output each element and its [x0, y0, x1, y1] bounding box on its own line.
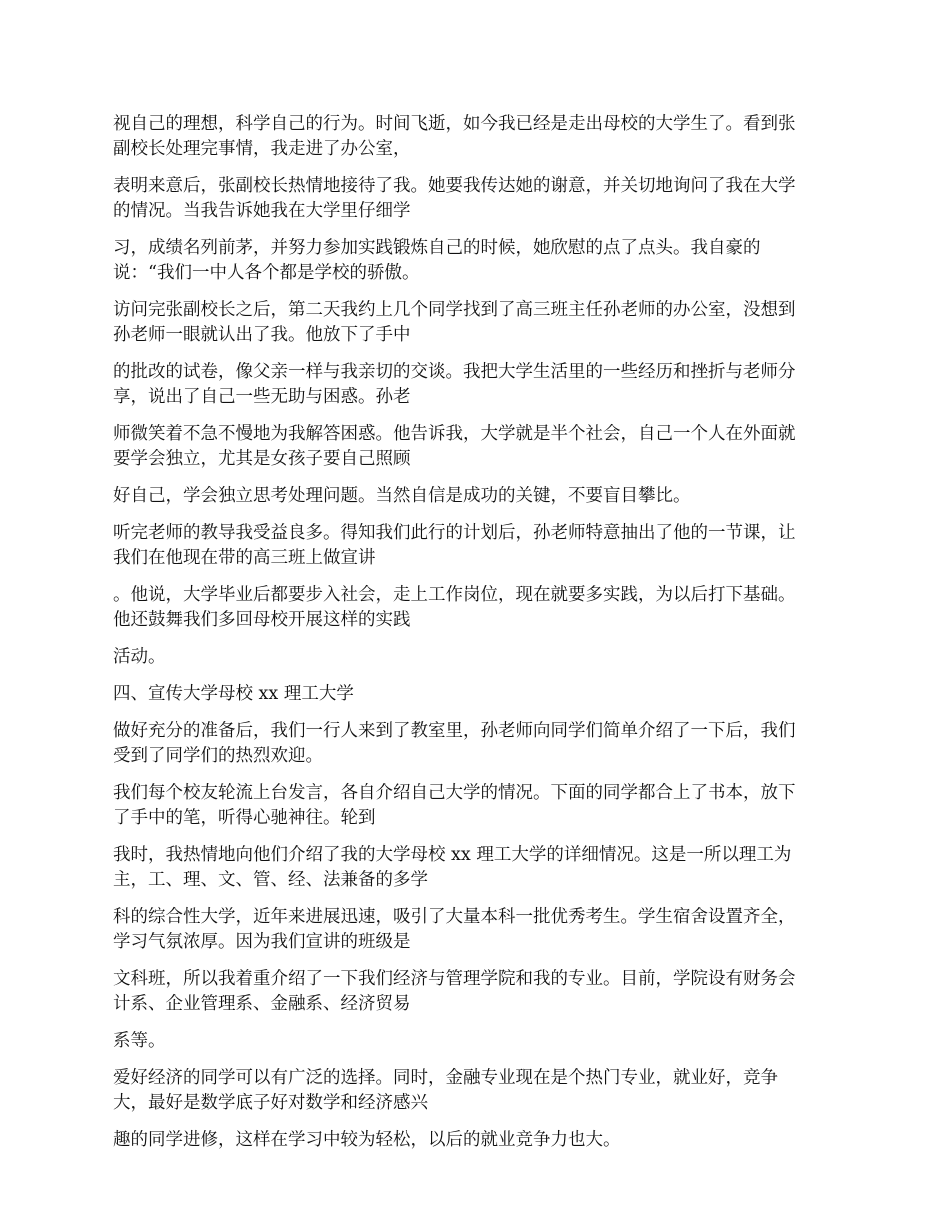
paragraph: 科的综合性大学，近年来进展迅速，吸引了大量本科一批优秀考生。学生宿舍设置齐全， 学习气氛浓厚。因为我们宣讲的班级是: [113, 907, 796, 952]
paragraph: 表明来意后，张副校长热情地接待了我。她要我传达她的谢意，并关切地询问了我在大学 的情况。当我告诉她我在大学里仔细学: [113, 176, 796, 221]
paragraph: 视自己的理想，科学自己的行为。时间飞逝，如今我已经是走出母校的大学生了。看到张 副校长处理完事情，我走进了办公室，: [113, 114, 796, 159]
paragraph: 习，成绩名列前茅，并努力参加实践锻炼自己的时候，她欣慰的点了点头。我自豪的 说：“我们一中人各个都是学校的骄傲。: [113, 238, 761, 283]
paragraph: 爱好经济的同学可以有广泛的选择。同时，金融专业现在是个热门专业，就业好，竞争 大，最好是数学底子好对数学和经济感兴: [113, 1068, 778, 1113]
paragraph: 做好充分的准备后，我们一行人来到了教室里，孙老师向同学们简单介绍了一下后，我们 受到了同学们的热烈欢迎。: [113, 721, 796, 766]
paragraph: 活动。: [113, 647, 166, 667]
section-heading: 四、宣传大学母校 xx 理工大学: [113, 684, 354, 704]
paragraph: 我们每个校友轮流上台发言，各自介绍自己大学的情况。下面的同学都合上了书本，放下 了手中的笔，听得心驰神往。轮到: [113, 783, 796, 828]
paragraph: 系等。: [113, 1031, 166, 1051]
paragraph: 趣的同学进修，这样在学习中较为轻松，以后的就业竞争力也大。: [113, 1130, 621, 1150]
paragraph: 师微笑着不急不慢地为我解答困惑。他告诉我，大学就是半个社会，自己一个人在外面就 要学会独立，尤其是女孩子要自己照顾: [113, 424, 796, 469]
paragraph: 好自己，学会独立思考处理问题。当然自信是成功的关键，不要盲目攀比。: [113, 486, 691, 506]
paragraph: 我时，我热情地向他们介绍了我的大学母校 xx 理工大学的详细情况。这是一所以理工为 主，工、理、文、管、经、法兼备的多学: [113, 845, 792, 890]
paragraph: 听完老师的教导我受益良多。得知我们此行的计划后，孙老师特意抽出了他的一节课，让 我们在他现在带的高三班上做宣讲: [113, 523, 796, 568]
paragraph: 访问完张副校长之后，第二天我约上几个同学找到了高三班主任孙老师的办公室，没想到 孙老师一眼就认出了我。他放下了手中: [113, 300, 796, 345]
paragraph: 。他说，大学毕业后都要步入社会，走上工作岗位，现在就要多实践，为以后打下基础。 他还鼓舞我们多回母校开展这样的实践: [113, 585, 796, 630]
paragraph: 文科班，所以我着重介绍了一下我们经济与管理学院和我的专业。目前，学院设有财务会 计系、企业管理系、金融系、经济贸易: [113, 969, 796, 1014]
paragraph: 的批改的试卷，像父亲一样与我亲切的交谈。我把大学生活里的一些经历和挫折与老师分 享，说出了自己一些无助与困惑。孙老: [113, 362, 796, 407]
document-body: [113, 112, 845, 1165]
